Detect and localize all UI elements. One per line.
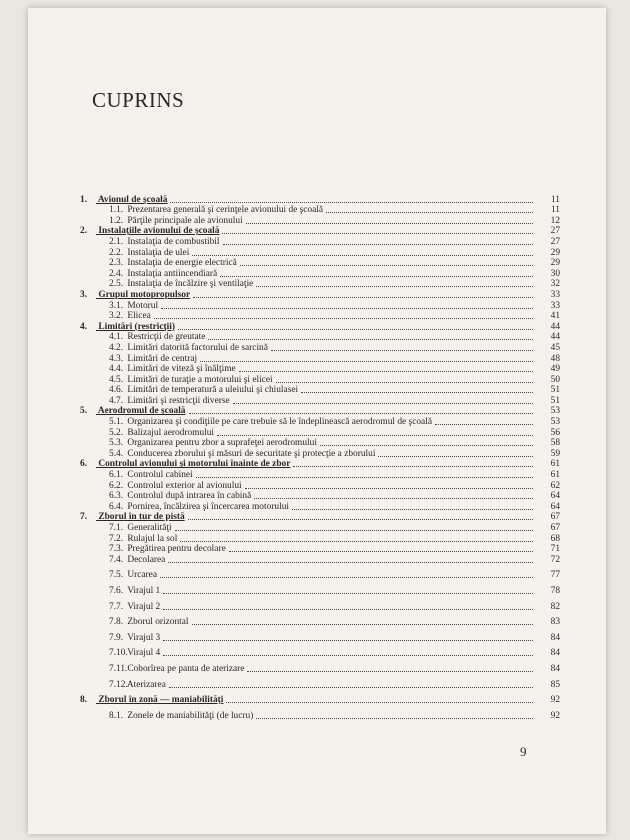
dot-leader — [254, 497, 533, 499]
toc-entry — [80, 364, 560, 375]
dot-leader — [271, 349, 533, 351]
toc-entry-label — [80, 544, 226, 554]
toc-entry — [80, 300, 560, 311]
toc-entry-title: Limitări de viteză şi înălţime — [127, 364, 236, 375]
toc-entry-number: 3.1. — [109, 300, 124, 311]
toc-entry-label — [80, 512, 185, 522]
toc-entry-number: 4.1. — [109, 332, 124, 343]
toc-entry-title: Zborul orizontal — [127, 617, 189, 628]
toc-entry-title: Aterizarea — [126, 679, 166, 690]
toc-entry — [80, 205, 560, 216]
toc-entry-label — [80, 205, 323, 215]
toc-entry-label — [80, 481, 242, 491]
toc-entry-number: 2.2. — [109, 247, 124, 258]
toc-entry-label — [80, 502, 289, 512]
toc-entry-title: Grupul motopropulsor — [98, 289, 191, 300]
toc-entry-page: 33 — [550, 300, 560, 311]
toc-entry — [80, 374, 560, 385]
toc-entry-page: 11 — [550, 205, 560, 216]
toc-entry-label — [80, 695, 223, 705]
toc-entry-page: 51 — [550, 395, 560, 406]
toc-entry — [80, 705, 560, 721]
toc-entry-title: Instalaţia antiincendiară — [127, 268, 218, 279]
dot-leader — [163, 654, 533, 656]
toc-entry-number: 5.1. — [109, 417, 124, 428]
toc-entry-title: Limitări de temperatură a uleiului şi chiulasei — [127, 385, 299, 396]
toc-entry-page: 64 — [550, 501, 560, 512]
toc-entry-title: Zborul în zonă — maniabilităţi — [98, 695, 224, 706]
book-page — [28, 8, 606, 834]
toc-entry — [80, 448, 560, 459]
dot-leader — [192, 254, 533, 256]
toc-entry-number: 4.4. — [109, 364, 124, 375]
table-of-contents — [80, 194, 560, 721]
toc-entry — [80, 385, 560, 396]
dot-leader — [229, 550, 533, 552]
toc-entry-number: 6.4. — [109, 501, 124, 512]
dot-leader — [240, 264, 533, 266]
toc-entry-number: 7.5. — [109, 570, 124, 581]
toc-entry-title: Coborîrea pe panta de aterizare — [127, 663, 245, 674]
dot-leader — [247, 670, 533, 672]
toc-entry-label — [80, 301, 158, 311]
toc-entry-number: 7.3. — [109, 544, 124, 555]
dot-leader — [163, 592, 533, 594]
dot-leader — [233, 402, 533, 404]
toc-entry-number: 4.5. — [109, 374, 124, 385]
toc-entry-number: 7.10. — [109, 648, 128, 659]
toc-chapter — [80, 459, 560, 470]
toc-entry-label — [80, 364, 236, 374]
toc-entry-label — [80, 385, 298, 395]
dot-leader — [245, 487, 533, 489]
toc-entry — [80, 627, 560, 643]
toc-entry-number: 7.2. — [109, 533, 124, 544]
toc-entry-label — [80, 617, 189, 627]
toc-entry-title: Conducerea zborului şi măsuri de securitate şi protecţie a zborului — [127, 448, 376, 459]
toc-entry-title: Virajul 1 — [127, 585, 161, 596]
toc-entry-label — [80, 258, 237, 268]
toc-entry — [80, 533, 560, 544]
dot-leader — [435, 423, 533, 425]
toc-entry — [80, 643, 560, 659]
toc-entry-number: 8. — [80, 695, 88, 706]
toc-entry-label — [80, 459, 290, 469]
toc-entry-page: 30 — [550, 268, 560, 279]
toc-entry-label — [80, 375, 273, 385]
dot-leader — [293, 465, 533, 467]
dot-leader — [200, 360, 533, 362]
toc-entry-number: 1. — [80, 194, 88, 205]
toc-entry — [80, 438, 560, 449]
toc-entry-page: 71 — [550, 544, 560, 555]
toc-entry-title: Controlul exterior al avionului — [127, 480, 242, 491]
toc-entry-label — [80, 449, 375, 459]
toc-entry — [80, 395, 560, 406]
toc-entry-page: 92 — [550, 695, 560, 706]
toc-entry-number: 5.3. — [109, 438, 124, 449]
dot-leader — [246, 222, 533, 224]
toc-entry-label — [80, 332, 205, 342]
dot-leader — [208, 338, 533, 340]
dot-leader — [189, 412, 534, 414]
dot-leader — [154, 317, 533, 319]
toc-entry — [80, 416, 560, 427]
toc-entry-label — [80, 570, 157, 580]
toc-entry-page: 84 — [550, 648, 560, 659]
toc-entry-title: Limitări de turaţie a motorului şi elicei — [127, 374, 273, 385]
toc-entry-number: 4. — [80, 321, 88, 332]
toc-entry-number: 2. — [80, 226, 88, 237]
toc-chapter — [80, 321, 560, 332]
toc-entry-title: Limitări datorită factorului de sarcină — [127, 342, 268, 353]
toc-entry-title: Limitări (restricţii) — [98, 321, 175, 332]
toc-entry-page: 50 — [550, 374, 560, 385]
toc-entry-page: 61 — [550, 470, 560, 481]
toc-entry-title: Părţile principale ale avionului — [127, 215, 243, 226]
toc-entry-number: 2.5. — [109, 279, 124, 290]
dot-leader — [192, 623, 533, 625]
toc-entry-title: Instalaţia de energie electrică — [127, 258, 237, 269]
dot-leader — [256, 717, 533, 719]
toc-chapter — [80, 406, 560, 417]
toc-entry — [80, 674, 560, 690]
toc-entry-title: Generalităţi — [127, 523, 172, 533]
toc-entry-number: 8.1. — [109, 710, 124, 721]
toc-entry — [80, 279, 560, 290]
toc-entry-number: 4.2. — [109, 342, 124, 353]
dot-leader — [180, 540, 533, 542]
toc-entry-number: 7.4. — [109, 554, 124, 565]
toc-entry-title: Instalaţia de încălzire şi ventilaţie — [127, 279, 254, 290]
dot-leader — [178, 328, 533, 330]
toc-entry-label — [80, 237, 220, 247]
toc-entry — [80, 565, 560, 581]
toc-entry-label — [80, 648, 160, 658]
dot-leader — [222, 232, 533, 234]
page-title: CUPRINS — [92, 88, 185, 112]
dot-leader — [217, 434, 533, 436]
toc-entry-page: 62 — [550, 480, 560, 491]
toc-entry-label — [80, 523, 172, 533]
toc-entry-title: Urcarea — [127, 570, 158, 581]
toc-chapter — [80, 226, 560, 237]
toc-entry — [80, 247, 560, 258]
toc-entry-title: Virajul 2 — [127, 601, 161, 612]
toc-entry-page: 64 — [550, 491, 560, 502]
dot-leader — [196, 476, 533, 478]
toc-entry-page: 59 — [550, 448, 560, 459]
toc-entry-label — [80, 586, 160, 596]
dot-leader — [163, 608, 533, 610]
toc-entry-page: 58 — [550, 438, 560, 449]
toc-entry-title: Aerodromul de şcoală — [97, 406, 186, 417]
dot-leader — [163, 639, 533, 641]
toc-entry — [80, 469, 560, 480]
toc-entry — [80, 491, 560, 502]
toc-entry-label — [80, 470, 193, 480]
toc-entry-label — [80, 555, 165, 565]
dot-leader — [226, 701, 533, 703]
toc-entry-page: 67 — [550, 523, 560, 533]
toc-entry-title: Prezentarea generală şi cerinţele avionului de şcoală — [127, 205, 324, 216]
toc-chapter — [80, 512, 560, 523]
toc-entry-title: Restricţii de greutate — [127, 332, 206, 343]
page-number: 9 — [520, 744, 527, 759]
toc-entry-label — [80, 396, 230, 406]
dot-leader — [276, 381, 533, 383]
toc-entry-page: 44 — [550, 332, 560, 343]
toc-entry-number: 2.4. — [109, 268, 124, 279]
dot-leader — [175, 529, 533, 531]
toc-entry-title: Motorul — [127, 300, 159, 311]
toc-entry-page: 85 — [550, 679, 560, 690]
toc-entry-number: 7.1. — [109, 523, 124, 533]
toc-entry-title: Controlul avionului şi motorului înainte de zbor — [98, 459, 291, 470]
toc-entry-number: 5.2. — [109, 427, 124, 438]
toc-entry-number: 2.3. — [109, 258, 124, 269]
toc-chapter — [80, 289, 560, 300]
toc-entry — [80, 480, 560, 491]
toc-entry-number: 7.6. — [109, 585, 124, 596]
toc-entry-number: 3.2. — [109, 311, 124, 322]
dot-leader — [193, 296, 533, 298]
toc-entry-page: 78 — [550, 585, 560, 596]
toc-entry-label — [80, 680, 166, 690]
toc-entry — [80, 342, 560, 353]
toc-entry-number: 4.3. — [109, 353, 124, 364]
toc-entry — [80, 580, 560, 596]
dot-leader — [170, 201, 533, 203]
dot-leader — [320, 444, 533, 446]
dot-leader — [223, 243, 533, 245]
toc-entry-number: 6.1. — [109, 470, 124, 481]
toc-entry-page: 12 — [550, 215, 560, 226]
toc-entry-page: 72 — [550, 554, 560, 565]
toc-entry-label — [80, 311, 151, 321]
toc-entry — [80, 658, 560, 674]
toc-entry-page: 53 — [550, 406, 560, 417]
toc-entry-title: Limitări şi restricţii diverse — [127, 395, 230, 406]
toc-entry-label — [80, 269, 217, 279]
toc-entry — [80, 353, 560, 364]
dot-leader — [378, 455, 533, 457]
toc-entry-label — [80, 290, 190, 300]
toc-entry-title: Instalaţia de combustibil — [127, 236, 220, 247]
toc-entry-number: 2.1. — [109, 236, 124, 247]
toc-entry-number: 7.9. — [109, 632, 124, 643]
dot-leader — [256, 285, 533, 287]
toc-entry-label — [80, 491, 251, 501]
toc-entry-number: 6. — [80, 459, 88, 470]
toc-entry-title: Instalaţiile avionului de şcoală — [98, 226, 220, 237]
toc-entry-number: 7.11. — [109, 663, 128, 674]
toc-entry-page: 56 — [550, 427, 560, 438]
toc-entry — [80, 268, 560, 279]
toc-entry-page: 51 — [550, 385, 560, 396]
toc-entry-title: Avionul de şcoală — [97, 194, 168, 205]
toc-entry-page: 32 — [550, 279, 560, 290]
toc-entry-label — [80, 195, 167, 205]
dot-leader — [169, 686, 533, 688]
toc-entry-label — [80, 248, 189, 258]
toc-entry-title: Virajul 4 — [127, 648, 161, 659]
toc-entry-title: Pregătirea pentru decolare — [127, 544, 226, 555]
toc-entry-page: 77 — [550, 570, 560, 581]
toc-entry-title: Zborul în tur de pistă — [98, 512, 185, 523]
toc-entry-label — [80, 664, 244, 674]
toc-entry-title: Pornirea, încălzirea şi încercarea motorului — [127, 501, 289, 512]
toc-entry-title: Decolarea — [127, 554, 166, 565]
toc-entry-page: 11 — [550, 194, 560, 205]
toc-entry-label — [80, 406, 186, 416]
dot-leader — [220, 275, 533, 277]
toc-entry-title: Rulajul la sol — [127, 533, 178, 544]
toc-entry — [80, 215, 560, 226]
toc-entry-number: 5. — [80, 406, 88, 417]
toc-entry-label — [80, 417, 432, 427]
toc-entry-title: Zonele de maniabilităţi (de lucru) — [127, 710, 254, 721]
toc-chapter — [80, 690, 560, 706]
toc-entry-label — [80, 711, 253, 721]
toc-entry-number: 4.7. — [109, 395, 124, 406]
toc-entry-number: 7. — [80, 512, 88, 523]
toc-entry-number: 6.3. — [109, 491, 124, 502]
toc-entry-label — [80, 343, 268, 353]
toc-entry-number: 1.2. — [109, 215, 124, 226]
toc-entry — [80, 554, 560, 565]
toc-entry-number: 7.7. — [109, 601, 124, 612]
toc-entry-number: 6.2. — [109, 480, 124, 491]
dot-leader — [326, 211, 533, 213]
toc-entry — [80, 501, 560, 512]
toc-entry-page: 29 — [550, 258, 560, 269]
toc-entry-number: 4.6. — [109, 385, 124, 396]
toc-entry-page: 33 — [550, 289, 560, 300]
toc-entry — [80, 236, 560, 247]
toc-entry-page: 48 — [550, 353, 560, 364]
dot-leader — [188, 518, 533, 520]
toc-entry-page: 27 — [550, 236, 560, 247]
toc-entry-page: 82 — [550, 601, 560, 612]
toc-entry-title: Limitări de centraj — [127, 353, 198, 364]
toc-entry-number: 3. — [80, 289, 88, 300]
toc-entry-number: 7.12. — [109, 679, 128, 690]
toc-entry-page: 45 — [550, 342, 560, 353]
toc-entry-label — [80, 602, 160, 612]
toc-entry-label — [80, 633, 160, 643]
toc-entry-label — [80, 354, 197, 364]
toc-entry-page: 68 — [550, 533, 560, 544]
toc-entry-title: Controlul cabinei — [127, 470, 193, 481]
toc-chapter — [80, 194, 560, 205]
toc-entry-page: 44 — [550, 321, 560, 332]
toc-entry-label — [80, 534, 177, 544]
dot-leader — [292, 508, 533, 510]
toc-entry-title: Controlul după intrarea în cabină — [127, 491, 252, 502]
toc-entry-page: 67 — [550, 512, 560, 523]
toc-entry — [80, 427, 560, 438]
dot-leader — [301, 391, 533, 393]
toc-entry-page: 49 — [550, 364, 560, 375]
toc-entry — [80, 522, 560, 533]
toc-entry-page: 92 — [550, 710, 560, 721]
dot-leader — [160, 576, 533, 578]
dot-leader — [239, 370, 533, 372]
toc-entry-number: 5.4. — [109, 448, 124, 459]
toc-entry-label — [80, 322, 175, 332]
toc-entry — [80, 596, 560, 612]
toc-entry — [80, 311, 560, 322]
toc-entry-label — [80, 226, 219, 236]
toc-entry-title: Organizarea pentru zbor a suprafeţei aerodromului — [127, 438, 317, 449]
toc-entry-number: 7.8. — [109, 617, 124, 628]
toc-entry-title: Instalaţia de ulei — [127, 247, 190, 258]
dot-leader — [168, 561, 533, 563]
toc-entry-page: 84 — [550, 663, 560, 674]
toc-entry-label — [80, 279, 253, 289]
toc-entry-title: Balizajul aerodromului — [127, 427, 215, 438]
toc-entry-label — [80, 428, 214, 438]
toc-entry — [80, 544, 560, 555]
toc-entry-title: Elicea — [127, 311, 151, 322]
toc-entry — [80, 612, 560, 628]
toc-entry-page: 83 — [550, 617, 560, 628]
toc-entry-page: 29 — [550, 247, 560, 258]
toc-entry-page: 61 — [550, 459, 560, 470]
toc-entry — [80, 332, 560, 343]
toc-entry-page: 27 — [550, 226, 560, 237]
toc-entry-title: Organizarea şi condiţiile pe care trebuie să le îndeplinească aerodromul de şcoală — [127, 417, 432, 428]
toc-entry-label — [80, 438, 317, 448]
toc-entry-page: 53 — [550, 417, 560, 428]
toc-entry-page: 41 — [550, 311, 560, 322]
toc-entry — [80, 258, 560, 269]
toc-entry-number: 1.1. — [109, 205, 124, 216]
toc-entry-label — [80, 216, 243, 226]
dot-leader — [161, 307, 533, 309]
toc-entry-title: Virajul 3 — [127, 632, 161, 643]
toc-entry-page: 84 — [550, 632, 560, 643]
